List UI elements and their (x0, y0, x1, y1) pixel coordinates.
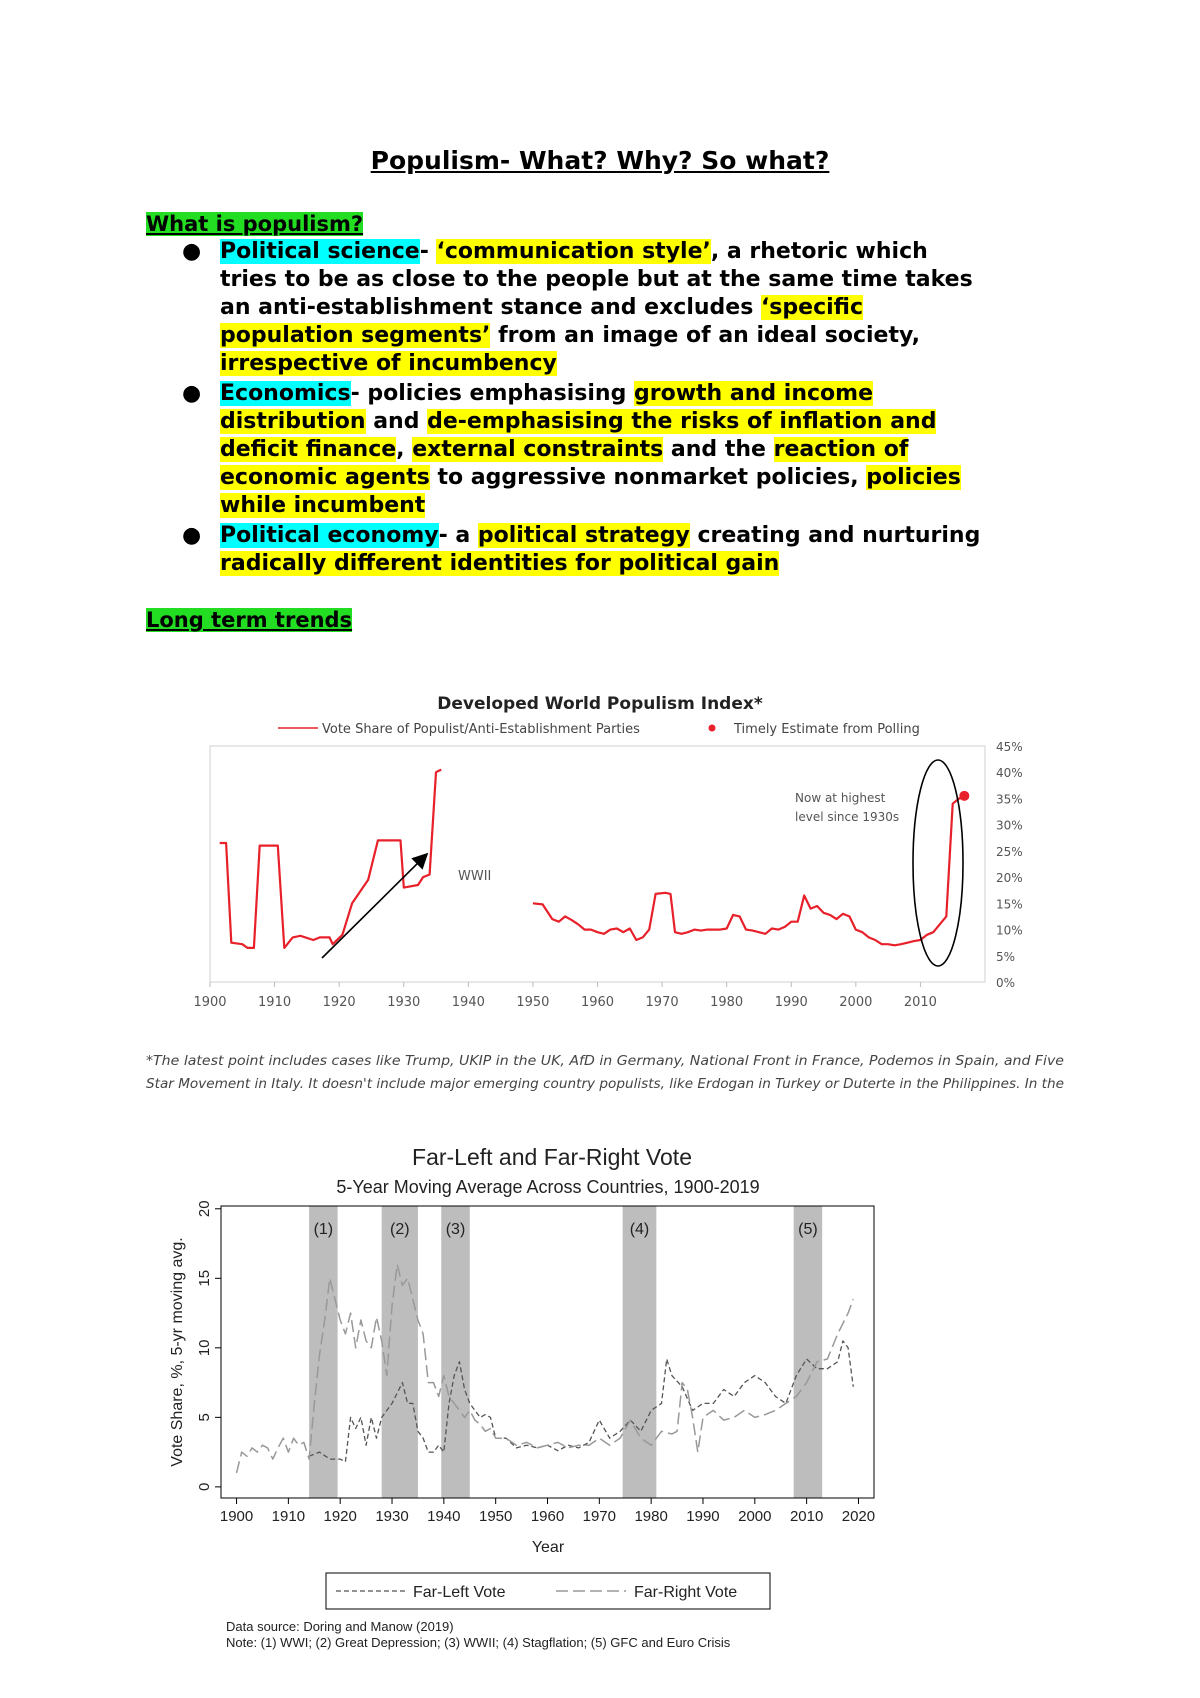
x-axis-label: Year (531, 1539, 565, 1556)
trend-arrow (322, 855, 426, 958)
x-tick-label: 2000 (839, 995, 873, 1010)
x-tick-label: 1980 (634, 1508, 668, 1525)
y-tick-label: 45% (996, 740, 1023, 754)
x-tick-label: 1900 (219, 1508, 254, 1525)
annotation-highest: level since 1930s (795, 810, 900, 824)
x-tick-label: 1990 (686, 1508, 720, 1525)
chart-footnote: Star Movement in Italy. It doesn't include major emerging country populists, like Erdogan in Turkey or Duterte in the Philippines. In the (146, 1077, 1065, 1092)
bullet-icon: ● (182, 523, 202, 548)
y-tick-label: 10% (996, 923, 1023, 938)
chart-source: Data source: Doring and Manow (2019) (226, 1619, 454, 1634)
x-tick-label: 1920 (323, 1508, 357, 1525)
section-heading-what-is-populism: What is populism? (146, 212, 364, 236)
legend-label: Timely Estimate from Polling (734, 722, 920, 737)
period-label: (5) (798, 1221, 818, 1238)
shaded-period (382, 1206, 418, 1498)
period-label: (1) (313, 1221, 334, 1238)
x-tick-label: 1940 (451, 995, 485, 1010)
chart-legend (326, 1573, 770, 1609)
x-tick-label: 1980 (710, 995, 744, 1010)
x-tick-label: 1960 (530, 1508, 565, 1525)
x-tick-label: 1900 (193, 995, 227, 1010)
list-item: Political science- ‘communication style’, a rhetoric which tries to be as close to the people but at the same time takes an anti-establishment stance and excludes ‘specific population segments’ from an image of an ideal society, irrespective of incumbency (220, 239, 973, 376)
x-tick-label: 2000 (738, 1508, 772, 1525)
x-tick-label: 2010 (903, 995, 937, 1010)
plot-frame (210, 746, 985, 982)
bullet-icon: ● (182, 381, 202, 406)
x-tick-label: 1950 (516, 995, 550, 1010)
highlight-ellipse (913, 760, 963, 966)
y-tick-label: 20% (996, 871, 1023, 886)
y-tick-label: 40% (996, 766, 1023, 781)
x-tick-label: 1930 (375, 1508, 409, 1525)
populism-index-chart (0, 680, 1200, 1100)
chart-footnote: *The latest point includes cases like Trump, UKIP in the UK, AfD in Germany, National Front in France, Podemos in Spain, and Five (146, 1054, 1064, 1069)
y-tick-label: 10 (196, 1339, 213, 1357)
x-tick-label: 1910 (258, 995, 292, 1010)
x-tick-label: 1950 (478, 1508, 513, 1525)
y-axis-label: Vote Share, %, 5-yr moving avg. (169, 1237, 186, 1467)
shaded-period (441, 1206, 470, 1498)
x-tick-label: 2020 (841, 1508, 876, 1525)
y-tick-label: 20 (196, 1200, 213, 1218)
period-label: (3) (445, 1221, 466, 1238)
y-tick-label: 15% (996, 897, 1023, 912)
annotation-wwii: WWII (458, 869, 492, 884)
period-label: (2) (390, 1221, 410, 1238)
shaded-period (623, 1206, 657, 1498)
page-title: Populism- What? Why? So what? (370, 146, 830, 175)
y-tick-label: 0 (196, 1482, 213, 1492)
x-tick-label: 1940 (427, 1508, 461, 1525)
far-left-far-right-chart (0, 1140, 1200, 1660)
y-tick-label: 25% (996, 844, 1023, 859)
y-tick-label: 0% (996, 976, 1016, 990)
x-tick-label: 1990 (774, 995, 808, 1010)
legend-dot-swatch (709, 725, 716, 732)
section-heading-long-term-trends: Long term trends (146, 608, 353, 632)
x-tick-label: 2010 (789, 1508, 824, 1525)
chart-title: Far-Left and Far-Right Vote (412, 1144, 692, 1170)
shaded-period (794, 1206, 823, 1498)
list-item: Economics- policies emphasising growth and income distribution and de-emphasising the risks of inflation and deficit finance, external constraints and the reaction of economic agents to aggressive nonmarket policies, policies while incumbent (220, 381, 961, 518)
bullet-icon: ● (182, 239, 202, 264)
x-tick-label: 1910 (271, 1508, 306, 1525)
legend-label: Far-Left Vote (413, 1584, 506, 1601)
x-tick-label: 1970 (582, 1508, 617, 1525)
chart-subtitle: 5-Year Moving Average Across Countries, 1900-2019 (336, 1177, 760, 1197)
x-tick-label: 1920 (322, 995, 356, 1010)
series-line-populist-vote (220, 770, 442, 948)
y-tick-label: 35% (996, 792, 1023, 807)
y-tick-label: 30% (996, 818, 1023, 833)
list-item: Political economy- a political strategy creating and nurturing radically different identities for political gain (220, 523, 981, 576)
legend-label: Vote Share of Populist/Anti-Establishment Parties (322, 722, 640, 737)
chart-legend (278, 722, 920, 737)
chart-note: Note: (1) WWI; (2) Great Depression; (3) WWII; (4) Stagflation; (5) GFC and Euro Crisis (226, 1635, 731, 1650)
polling-estimate-point (959, 791, 969, 801)
annotation-highest: Now at highest (795, 791, 886, 805)
legend-label: Far-Right Vote (634, 1584, 738, 1601)
x-tick-label: 1960 (580, 995, 615, 1010)
x-tick-label: 1930 (387, 995, 421, 1010)
chart-title: Developed World Populism Index* (437, 694, 763, 714)
x-tick-label: 1970 (645, 995, 679, 1010)
y-tick-label: 5 (196, 1413, 213, 1422)
y-tick-label: 5% (996, 949, 1016, 964)
period-label: (4) (629, 1221, 650, 1238)
y-tick-label: 15 (196, 1269, 213, 1287)
